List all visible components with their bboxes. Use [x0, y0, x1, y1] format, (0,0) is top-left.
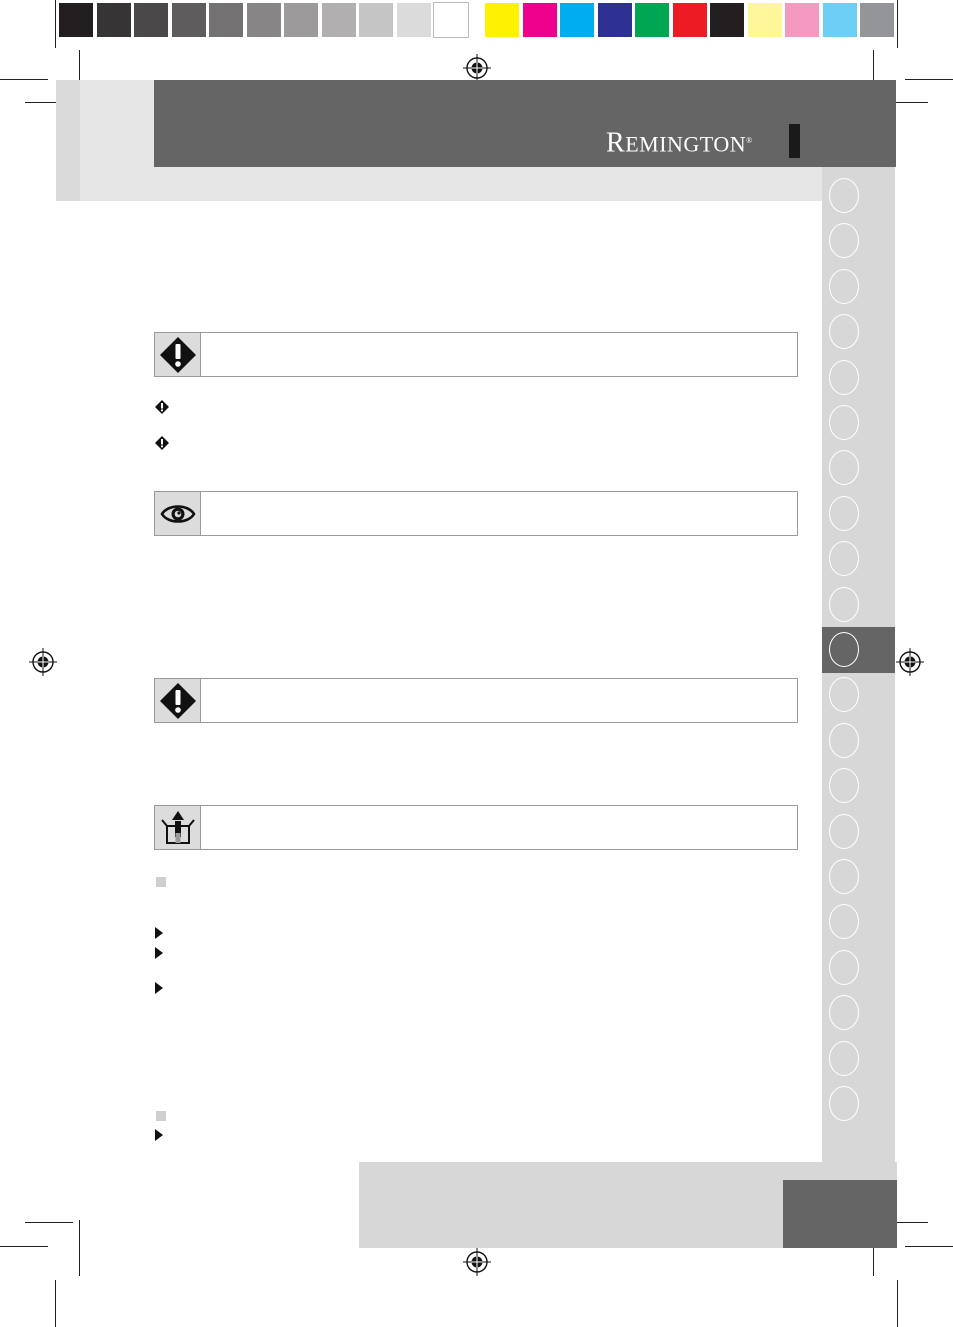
- unboxing-icon-cell: [155, 806, 201, 849]
- page-number-block: [783, 1180, 897, 1248]
- grayscale-swatch: [134, 3, 168, 37]
- registration-mark-icon: [896, 648, 924, 676]
- process-swatch: [523, 3, 557, 37]
- brand-trademark: ®: [746, 136, 753, 145]
- eye-icon: [160, 502, 196, 526]
- language-tab[interactable]: [829, 1041, 859, 1076]
- language-tab[interactable]: [829, 859, 859, 894]
- language-tab[interactable]: [829, 995, 859, 1030]
- registration-mark-icon: [463, 1248, 491, 1276]
- grayscale-swatch: [359, 3, 393, 37]
- arrow-bullet-icon: [155, 1129, 163, 1141]
- brand-bar: [789, 124, 800, 158]
- brand-logo: [606, 124, 753, 158]
- language-tab[interactable]: [829, 496, 859, 531]
- grayscale-swatch: [209, 3, 243, 37]
- process-swatch: [598, 3, 632, 37]
- crop-mark: [897, 0, 898, 48]
- crop-mark: [897, 1280, 898, 1327]
- process-swatch: [785, 3, 819, 37]
- process-swatch: [860, 3, 894, 37]
- crop-mark: [55, 0, 56, 48]
- brand-logo-text: EMINGTON: [625, 131, 747, 157]
- eye-icon-cell: [155, 492, 201, 535]
- crop-mark: [79, 1220, 80, 1276]
- grayscale-swatch: [397, 3, 431, 37]
- crop-mark: [905, 1246, 953, 1247]
- unboxing-icon: [159, 809, 197, 847]
- warning-icon: [159, 336, 197, 374]
- warning-bullet-icon: [155, 436, 169, 450]
- grayscale-swatch: [247, 3, 281, 37]
- language-tab[interactable]: [829, 723, 859, 758]
- process-swatch: [710, 3, 744, 37]
- language-tab[interactable]: [829, 632, 859, 667]
- registration-mark-icon: [29, 648, 57, 676]
- process-swatch: [560, 3, 594, 37]
- grayscale-swatch: [322, 3, 356, 37]
- square-bullet: [156, 1111, 166, 1121]
- crop-mark: [25, 1222, 73, 1223]
- process-swatch: [823, 3, 857, 37]
- warning-box: [154, 332, 798, 377]
- language-tab[interactable]: [829, 360, 859, 395]
- warning-icon: [159, 682, 197, 720]
- language-tab[interactable]: [829, 405, 859, 440]
- crop-mark: [905, 79, 953, 80]
- language-tab[interactable]: [829, 314, 859, 349]
- header-band: [154, 80, 896, 167]
- warning-icon-cell: [155, 333, 201, 376]
- process-swatch: [748, 3, 782, 37]
- square-bullet: [156, 877, 166, 887]
- arrow-bullet-icon: [155, 927, 163, 939]
- arrow-bullet-icon: [155, 982, 163, 994]
- warning-bullet-icon: [155, 400, 169, 414]
- warning-icon-cell: [155, 679, 201, 722]
- registration-mark-icon: [463, 54, 491, 82]
- language-tab[interactable]: [829, 178, 859, 213]
- info-box: [154, 491, 798, 536]
- language-tab[interactable]: [829, 1086, 859, 1121]
- language-tab[interactable]: [829, 269, 859, 304]
- unboxing-box: [154, 805, 798, 850]
- arrow-bullet-icon: [155, 947, 163, 959]
- crop-mark: [0, 1246, 48, 1247]
- grayscale-swatch: [59, 3, 93, 37]
- grayscale-swatch: [97, 3, 131, 37]
- grayscale-swatch: [284, 3, 318, 37]
- language-tab[interactable]: [829, 814, 859, 849]
- language-tab[interactable]: [829, 768, 859, 803]
- grayscale-swatch: [172, 3, 206, 37]
- grayscale-swatch: [434, 3, 468, 37]
- language-tab[interactable]: [829, 587, 859, 622]
- warning-box: [154, 678, 798, 723]
- crop-mark: [55, 1280, 56, 1327]
- process-swatch: [673, 3, 707, 37]
- header-edge-strip: [56, 80, 80, 201]
- process-swatch: [635, 3, 669, 37]
- brand-logo-initial: R: [606, 127, 626, 159]
- language-tab[interactable]: [829, 950, 859, 985]
- language-tab[interactable]: [829, 541, 859, 576]
- process-swatch: [485, 3, 519, 37]
- crop-mark: [0, 79, 48, 80]
